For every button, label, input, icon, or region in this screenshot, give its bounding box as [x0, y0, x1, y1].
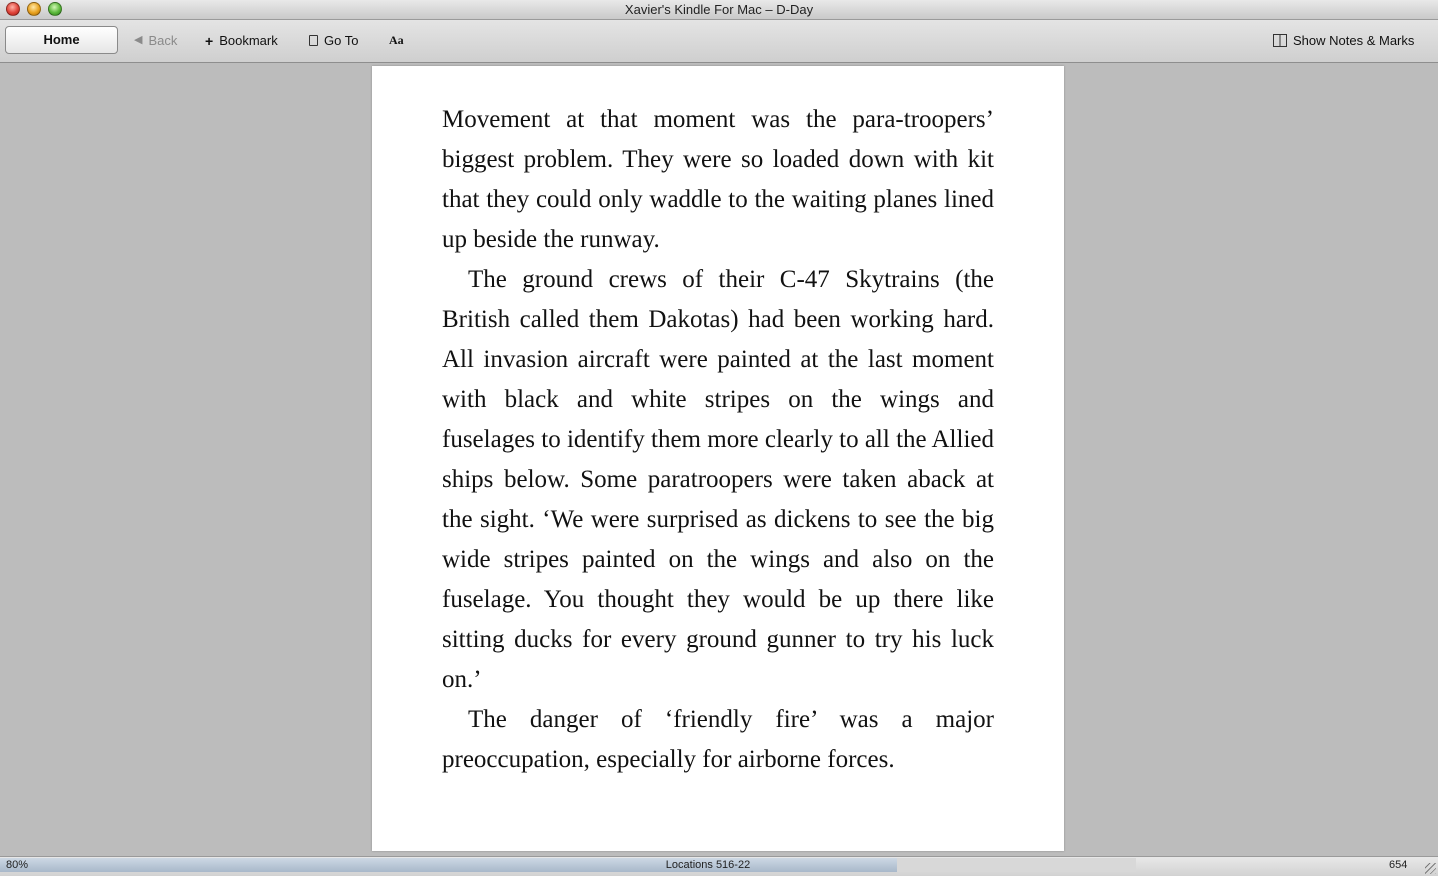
paragraph: Movement at that moment was the para-troopers’ biggest problem. They were so loaded down with kit that they could only waddle to the waiting planes lined up beside the runway. — [442, 106, 994, 253]
status-bar — [0, 856, 1438, 876]
paragraph: The ground crews of their C-47 Skytrains (the British called them Dakotas) had been working hard. All invasion aircraft were painted at the last moment with black and white stripes on the wings and fuselages to identify them more clearly to all the Allied ships below. Some paratroopers were taken aback at the sight. ‘We were surprised as dickens to see the big wide stripes painted on the wings and also on the fuselage. You thought they would be up there like sitting ducks for every ground gunner to try his luck on.’ — [442, 266, 994, 693]
home-button[interactable]: Home — [5, 26, 118, 54]
reading-text — [442, 100, 994, 780]
window-title: Xavier's Kindle For Mac – D-Day — [624, 2, 814, 17]
resize-grip-icon[interactable] — [1425, 863, 1436, 874]
show-notes-marks-label: Show Notes & Marks — [1293, 33, 1415, 48]
show-notes-marks-button[interactable] — [1273, 33, 1414, 48]
location-indicator: Locations 516-22 — [665, 859, 751, 871]
bookmark-button[interactable] — [205, 33, 278, 48]
page-number: 654 — [1389, 859, 1408, 871]
bookmark-label: Bookmark — [219, 33, 278, 48]
zoom-level: 80% — [6, 859, 29, 871]
back-label: Back — [148, 33, 178, 48]
title-bar — [0, 0, 1438, 20]
book-page[interactable] — [372, 66, 1064, 851]
notebook-icon — [1273, 34, 1287, 47]
back-button[interactable] — [134, 33, 177, 48]
goto-icon — [309, 35, 318, 46]
goto-button[interactable] — [309, 33, 358, 48]
font-settings-button[interactable]: Aa — [389, 33, 404, 47]
back-arrow-icon: ◀ — [134, 34, 143, 46]
toolbar — [0, 20, 1438, 63]
paragraph: The danger of ‘friendly fire’ was a major preoccupation, especially for airborne forces. — [442, 706, 994, 773]
goto-label: Go To — [324, 33, 359, 48]
plus-icon: + — [205, 32, 214, 49]
